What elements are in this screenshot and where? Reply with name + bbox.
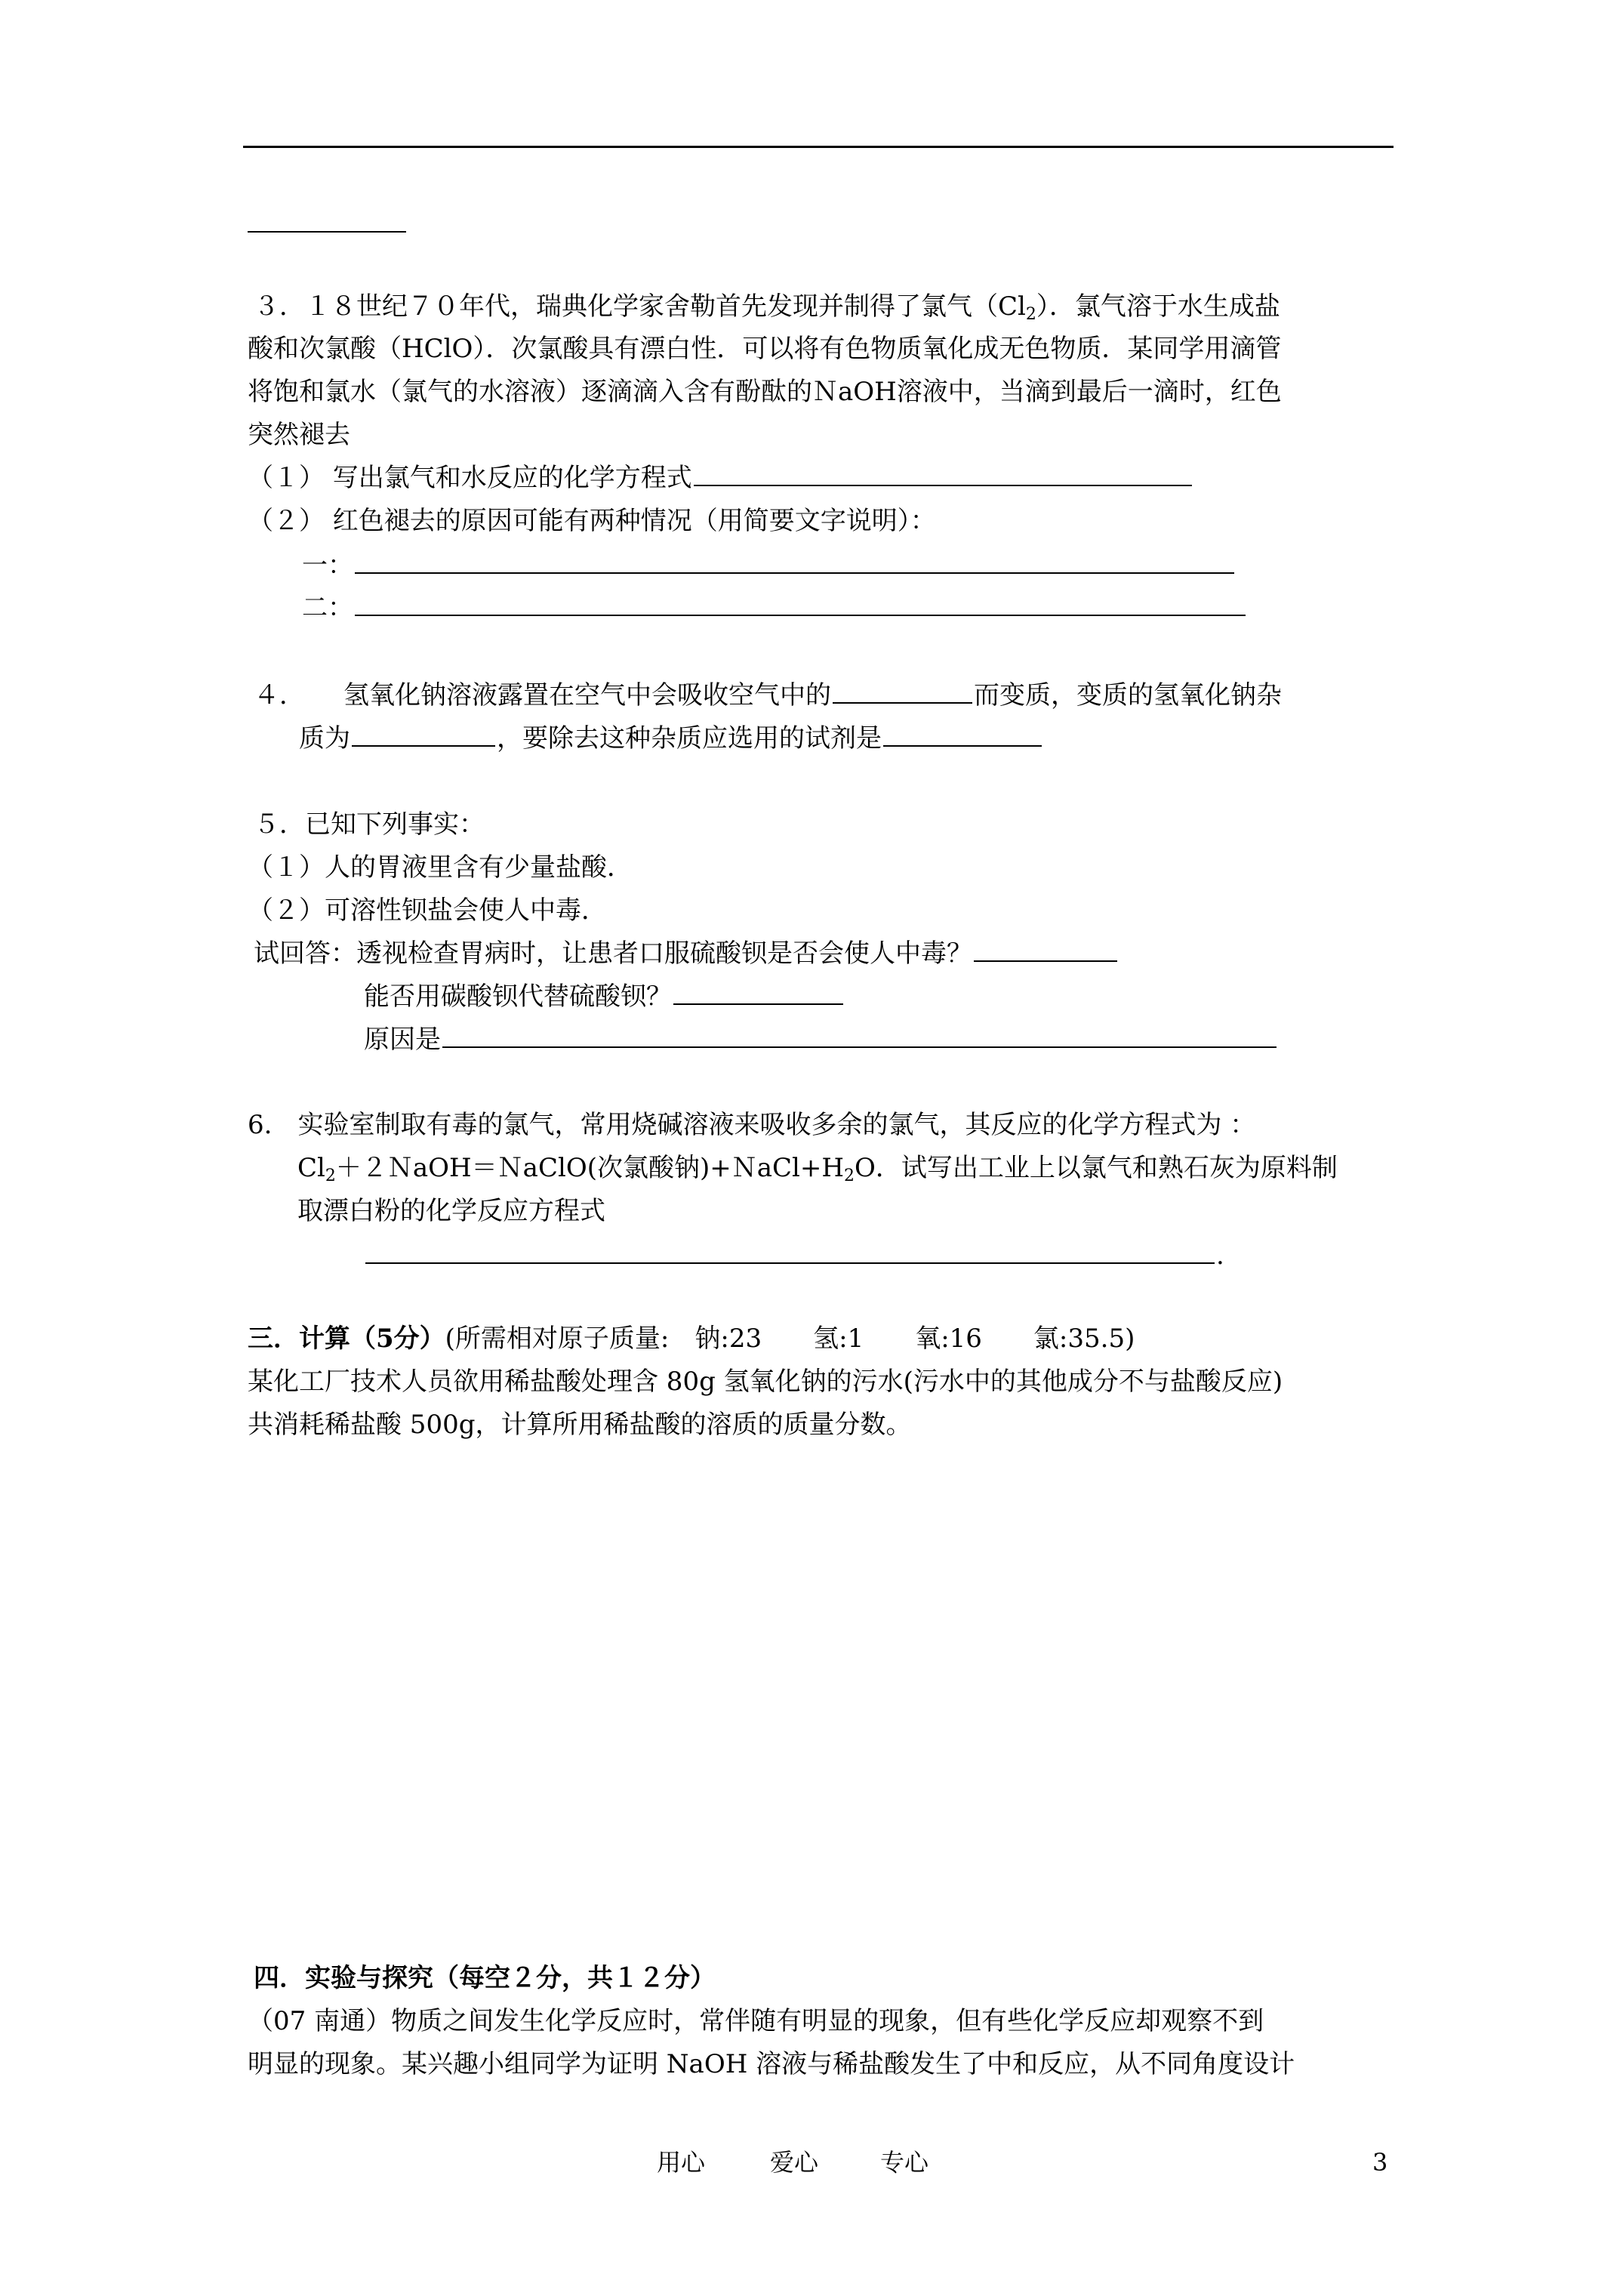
answer-blank[interactable] <box>365 1240 1215 1264</box>
q3-case-2 <box>302 591 1247 624</box>
section-4-line-2: 明显的现象。某兴趣小组同学为证明 NaOH 溶液与稀盐酸发生了中和反应，从不同角度设计 <box>248 2049 1295 2079</box>
q5-ask-text: 能否用碳酸钡代替硫酸钡？ <box>364 982 672 1012</box>
footer-motto-2: 爱心 <box>770 2148 819 2177</box>
q6-line-1: 6. 实验室制取有毒的氯气，常用烧碱溶液来吸收多余的氯气，其反应的化学方程式为 ： <box>248 1110 1256 1140</box>
q5-ask-3 <box>364 1023 1278 1056</box>
answer-blank[interactable] <box>974 938 1117 962</box>
q4-text: ４． 氢氧化钠溶液露置在空气中会吸收空气中的 <box>254 680 831 710</box>
section-3-problem-line-1: 某化工厂技术人员欲用稀盐酸处理含 80g 氢氧化钠的污水(污水中的其他成分不与盐酸反应) <box>248 1367 1283 1397</box>
section-4-heading: 四．实验与探究（每空２分，共１２分） <box>254 1963 716 1993</box>
q3-sub-question-1 <box>248 461 1193 495</box>
section-3-heading: 三．计算（5分） <box>248 1324 445 1354</box>
period: . <box>1216 1240 1224 1271</box>
q5-intro: ５．已知下列事实： <box>254 809 485 840</box>
q5-ask-1 <box>254 937 1119 970</box>
answer-blank[interactable] <box>673 981 843 1005</box>
answer-blank[interactable] <box>355 550 1234 574</box>
answer-blank[interactable] <box>694 462 1192 486</box>
case-label: 一： <box>302 550 353 581</box>
q4-line-2 <box>299 722 1043 755</box>
answer-blank[interactable] <box>833 680 972 704</box>
q3-line-2: 酸和次氯酸（HClO）．次氯酸具有漂白性．可以将有色物质氧化成无色物质．某同学用滴管 <box>248 334 1282 364</box>
q4-text: ，要除去这种杂质应选用的试剂是 <box>497 723 882 754</box>
page-number: 3 <box>1372 2148 1388 2177</box>
q3-text: ）．氯气溶于水生成盐 <box>1036 291 1280 322</box>
q5-ask-2 <box>364 980 845 1013</box>
answer-blank[interactable] <box>883 723 1042 747</box>
subscript: 2 <box>325 1166 336 1185</box>
q3-line-1 <box>254 290 1280 323</box>
answer-blank[interactable] <box>355 592 1246 616</box>
q5-ask-text: 原因是 <box>364 1025 441 1055</box>
q3-case-1 <box>302 549 1236 582</box>
footer-motto-3: 专心 <box>880 2148 929 2177</box>
q4-text: 而变质，变质的氢氧化钠杂 <box>974 680 1282 710</box>
q3-text: ３．１８世纪７０年代，瑞典化学家舍勒首先发现并制得了氯气（Cl <box>254 291 1026 322</box>
answer-blank-continued <box>248 231 406 233</box>
q6-line-3: 取漂白粉的化学反应方程式 <box>297 1196 605 1226</box>
answer-blank[interactable] <box>442 1024 1277 1048</box>
q6-eq-text: ＋２ＮaOH＝ＮaClO(次氯酸钠)+ＮaCl+H <box>335 1153 845 1183</box>
q5-fact-2: （２）可溶性钡盐会使人中毒． <box>248 895 607 926</box>
footer-motto-1: 用心 <box>657 2148 706 2177</box>
case-label: 二： <box>302 593 353 623</box>
q3-line-4: 突然褪去 <box>248 420 350 450</box>
q4-line-1 <box>254 679 1282 712</box>
section-3-heading-line <box>248 1322 1135 1355</box>
atomic-masses: (所需相对原子质量: 钠:23 氢:1 氧:16 氯:35.5) <box>445 1324 1135 1354</box>
q6-equation <box>297 1151 1338 1185</box>
header-rule <box>243 146 1394 148</box>
subscript: 2 <box>1025 305 1036 324</box>
q3-line-3: 将饱和氯水（氯气的水溶液）逐滴滴入含有酚酞的ＮaOH溶液中，当滴到最后一滴时，红色 <box>248 377 1282 407</box>
subscript: 2 <box>844 1166 855 1185</box>
q6-eq-text: Cl <box>297 1153 325 1183</box>
q4-text: 质为 <box>299 723 350 754</box>
section-4-line-1: （07 南通）物质之间发生化学反应时，常伴随有明显的现象，但有些化学反应却观察不到 <box>248 2006 1264 2036</box>
q5-ask-text: 试回答：透视检查胃病时，让患者口服硫酸钡是否会使人中毒？ <box>254 938 972 969</box>
answer-blank[interactable] <box>352 723 495 747</box>
q3-sub-question-1-text: （１） 写出氯气和水反应的化学方程式 <box>248 463 692 493</box>
q6-eq-text: O．试写出工业上以氯气和熟石灰为原料制 <box>855 1153 1338 1183</box>
q3-sub-question-2: （２） 红色褪去的原因可能有两种情况（用简要文字说明）： <box>248 506 936 536</box>
section-3-problem-line-2: 共消耗稀盐酸 500g，计算所用稀盐酸的溶质的质量分数。 <box>248 1410 912 1440</box>
q6-answer-line <box>364 1239 1224 1272</box>
q5-fact-1: （１）人的胃液里含有少量盐酸． <box>248 852 633 883</box>
